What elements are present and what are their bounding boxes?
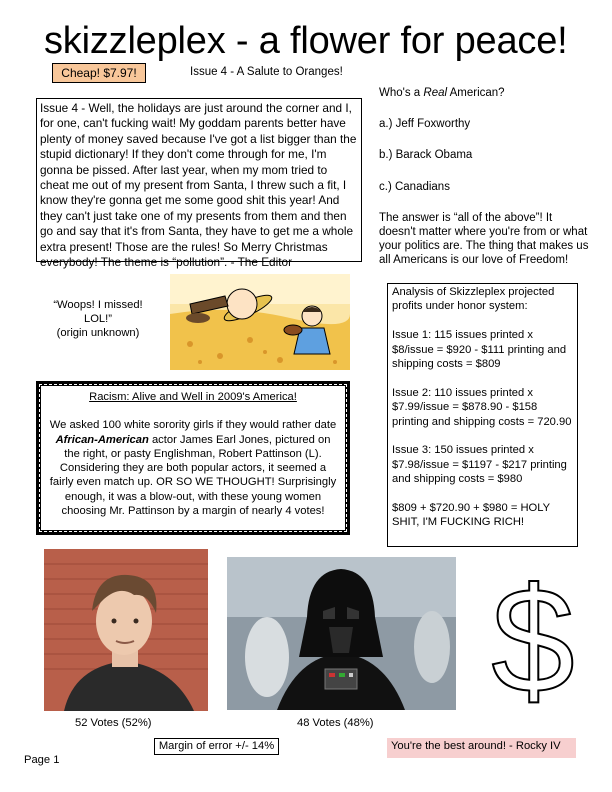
profit-analysis-box	[387, 283, 578, 547]
price-badge: Cheap! $7.97!	[52, 63, 146, 83]
darth-vader-photo	[227, 557, 456, 710]
margin-of-error-box: Margin of error +/- 14%	[154, 738, 279, 755]
quiz-answer: The answer is “all of the above”! It doesn't matter where you're from or what your politics are. The thing that makes us all Americans is our love of Freedom!	[379, 211, 589, 267]
dollar-sign-icon	[483, 556, 583, 724]
page-number: Page 1	[24, 754, 60, 766]
quiz-question: Who's a Real American?	[379, 87, 505, 99]
racism-heading: Racism: Alive and Well in 2009's America!	[89, 391, 297, 403]
analysis-issue-3: Issue 3: 150 issues printed x $7.98/issue = $1197 - $217 printing and shipping costs = $980	[392, 444, 567, 486]
analysis-heading: Analysis of Skizzleplex projected profits under honor system:	[392, 286, 555, 313]
editorial-text: Issue 4 - Well, the holidays are just around the corner and I, for one, can't fucking wait! My goddam parents better have plenty of money saved because I've got a list bigger than the stupid dictionary! If they don't come through for me, I'm gonna be pissed. After last year, when my mom tried to cheat me out of my present from Santa, I threw such a fit, I know they're gonna get me some good shit this year! And they can't just take one of my presents from them and then go and say that it's from Santa, they have to get me a whole extra present! Those are the rules! So Merry Christmas everybody! The theme is “pollution”. - The Editor	[40, 101, 357, 270]
quiz-option-a: a.) Jeff Foxworthy	[379, 118, 471, 131]
rocky-quote: You're the best around! - Rocky IV	[387, 738, 576, 758]
quiz-option-c: c.) Canadians	[379, 180, 450, 193]
analysis-total: $809 + $720.90 + $980 = HOLY SHIT, I'M FUCKING RICH!	[392, 502, 550, 529]
quiz-option-b: b.) Barack Obama	[379, 149, 473, 162]
poll-caption-left: 52 Votes (52%)	[75, 717, 152, 729]
woops-caption: “Woops! I missed! LOL!” (origin unknown)	[53, 299, 143, 339]
poll-caption-right: 48 Votes (48%)	[297, 717, 374, 729]
racism-body: We asked 100 white sorority girls if they would rather date African-American actor James Earl Jones, pictured on the right, or pasty Englishman, Robert Pattinson (L). Considering they are both popular actors, it seemed a fairly even match up. OR SO WE THOUGHT! Surprisingly enough, it was a blow-out, with these young women choosing Mr. Pattinson by a margin of nearly 4 votes!	[49, 419, 337, 518]
editorial-box	[36, 98, 362, 270]
racism-article-box	[36, 381, 350, 535]
analysis-issue-2: Issue 2: 110 issues printed x $7.99/issue = $878.90 - $158 printing and shipping costs = 720.90	[392, 386, 572, 428]
peanuts-football-image	[170, 274, 350, 370]
analysis-issue-1: Issue 1: 115 issues printed x $8/issue = $920 - $111 printing and shipping costs = $809	[392, 329, 567, 371]
quiz-section	[379, 86, 591, 267]
issue-subtitle: Issue 4 - A Salute to Oranges!	[190, 66, 343, 78]
page-title: skizzleplex - a flower for peace!	[44, 20, 568, 62]
robert-pattinson-photo	[44, 549, 208, 711]
svg-text:$: $	[491, 556, 575, 724]
